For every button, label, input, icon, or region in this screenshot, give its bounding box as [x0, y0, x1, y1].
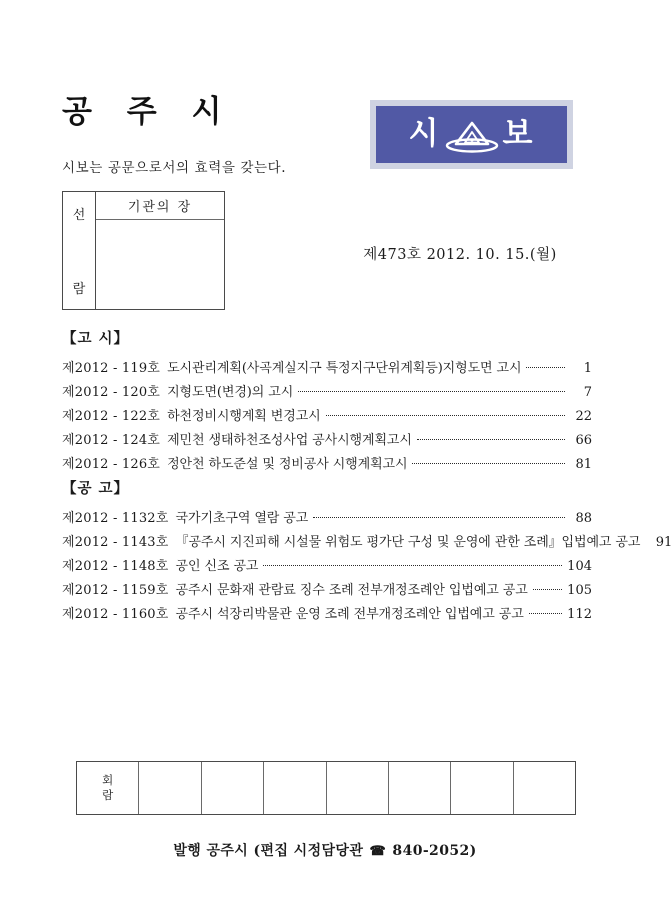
section-gonggo-list: [62, 507, 672, 627]
sibo-logo: [370, 100, 573, 169]
approval-table-signature-area: [96, 220, 224, 309]
item-page: 7: [583, 385, 592, 400]
item-page: 81: [575, 457, 592, 472]
circulation-empty-cell[interactable]: [514, 762, 575, 814]
telephone-icon: ☎: [369, 844, 387, 859]
item-number: 제2012 - 124호: [62, 433, 161, 448]
item-page: 91: [655, 535, 672, 550]
list-item[interactable]: [62, 555, 592, 579]
item-number: 제2012 - 1132호: [62, 511, 169, 526]
item-label: 국가기초구역 열람 공고: [175, 511, 309, 526]
list-item[interactable]: [62, 531, 672, 555]
footer-phone: 840-2052): [392, 843, 477, 859]
dot-leader: [533, 581, 562, 594]
sibo-logo-left-char: 시: [408, 116, 441, 152]
approval-label-top: 선: [72, 208, 86, 223]
section-gosi: [62, 327, 592, 477]
circulation-empty-cell[interactable]: [327, 762, 389, 814]
masthead-tagline: 시보는 공문으로서의 효력을 갖는다.: [62, 160, 287, 176]
item-label: 도시관리계획(사곡계실지구 특정지구단위계획등)지형도면 고시: [167, 361, 522, 376]
circulation-label-cell: [77, 762, 139, 814]
list-item[interactable]: [62, 357, 592, 381]
circulation-empty-cell[interactable]: [389, 762, 451, 814]
item-label: 정안천 하도준설 및 정비공사 시행계획고시: [167, 457, 408, 472]
page-title: 공 주 시: [62, 94, 234, 130]
circulation-label-bottom: 람: [102, 788, 114, 802]
approval-table-header: 기관의 장: [96, 192, 224, 220]
section-gonggo: [62, 477, 672, 627]
list-item[interactable]: [62, 429, 592, 453]
dot-leader: [313, 509, 565, 522]
item-label: 공인 신조 공고: [175, 559, 259, 574]
dot-leader: [263, 557, 562, 570]
dot-leader: [298, 383, 565, 396]
approval-label-bottom: 람: [72, 282, 86, 297]
item-page: 112: [567, 607, 592, 622]
circulation-empty-cell[interactable]: [264, 762, 326, 814]
item-number: 제2012 - 1160호: [62, 607, 169, 622]
item-label: 공주시 석장리박물관 운영 조례 전부개정조례안 입법예고 공고: [175, 607, 524, 622]
item-page: 88: [575, 511, 592, 526]
list-item[interactable]: [62, 603, 592, 627]
item-page: 22: [575, 409, 592, 424]
item-page: 66: [575, 433, 592, 448]
circulation-label-top: 회: [102, 773, 114, 787]
dot-leader: [412, 455, 565, 468]
item-number: 제2012 - 119호: [62, 361, 161, 376]
dot-leader: [417, 431, 565, 444]
item-label: 『공주시 지진피해 시설물 위험도 평가단 구성 및 운영에 관한 조례』입법예고 공고: [175, 535, 641, 550]
circulation-empty-cell[interactable]: [139, 762, 201, 814]
circulation-table: [76, 761, 576, 815]
item-label: 공주시 문화재 관람료 징수 조례 전부개정조례안 입법예고 공고: [175, 583, 528, 598]
list-item[interactable]: [62, 453, 592, 477]
item-label: 제민천 생태하천조성사업 공사시행계획고시: [167, 433, 412, 448]
item-page: 104: [567, 559, 592, 574]
item-number: 제2012 - 122호: [62, 409, 161, 424]
item-number: 제2012 - 126호: [62, 457, 161, 472]
sibo-logo-inner: [376, 106, 567, 163]
dot-leader: [529, 605, 563, 618]
footer: [0, 840, 650, 860]
sibo-logo-right-char: 보: [502, 116, 535, 152]
list-item[interactable]: [62, 507, 592, 531]
item-label: 지형도면(변경)의 고시: [167, 385, 294, 400]
approval-table: [62, 191, 225, 310]
dot-leader: [526, 359, 565, 372]
item-number: 제2012 - 1148호: [62, 559, 169, 574]
approval-table-label-cell: [63, 192, 96, 309]
section-gonggo-title: 【공 고】: [62, 480, 130, 497]
footer-publisher: 발행 공주시 (편집 시정담당관: [173, 843, 364, 859]
item-label: 하천정비시행계획 변경고시: [167, 409, 321, 424]
item-number: 제2012 - 1159호: [62, 583, 169, 598]
circulation-empty-cell[interactable]: [202, 762, 264, 814]
sibo-logo-text: [409, 118, 535, 152]
mountain-triangle-emblem-icon: [445, 120, 499, 154]
section-gosi-title: 【고 시】: [62, 330, 130, 347]
dot-leader: [326, 407, 565, 420]
approval-table-body: [96, 192, 224, 309]
item-number: 제2012 - 120호: [62, 385, 161, 400]
item-page: 105: [567, 583, 592, 598]
section-gosi-list: [62, 357, 592, 477]
item-page: 1: [583, 361, 592, 376]
list-item[interactable]: [62, 405, 592, 429]
item-number: 제2012 - 1143호: [62, 535, 169, 550]
list-item[interactable]: [62, 381, 592, 405]
issue-number-date: 제473호 2012. 10. 15.(월): [363, 247, 557, 263]
list-item[interactable]: [62, 579, 592, 603]
circulation-empty-cell[interactable]: [451, 762, 513, 814]
